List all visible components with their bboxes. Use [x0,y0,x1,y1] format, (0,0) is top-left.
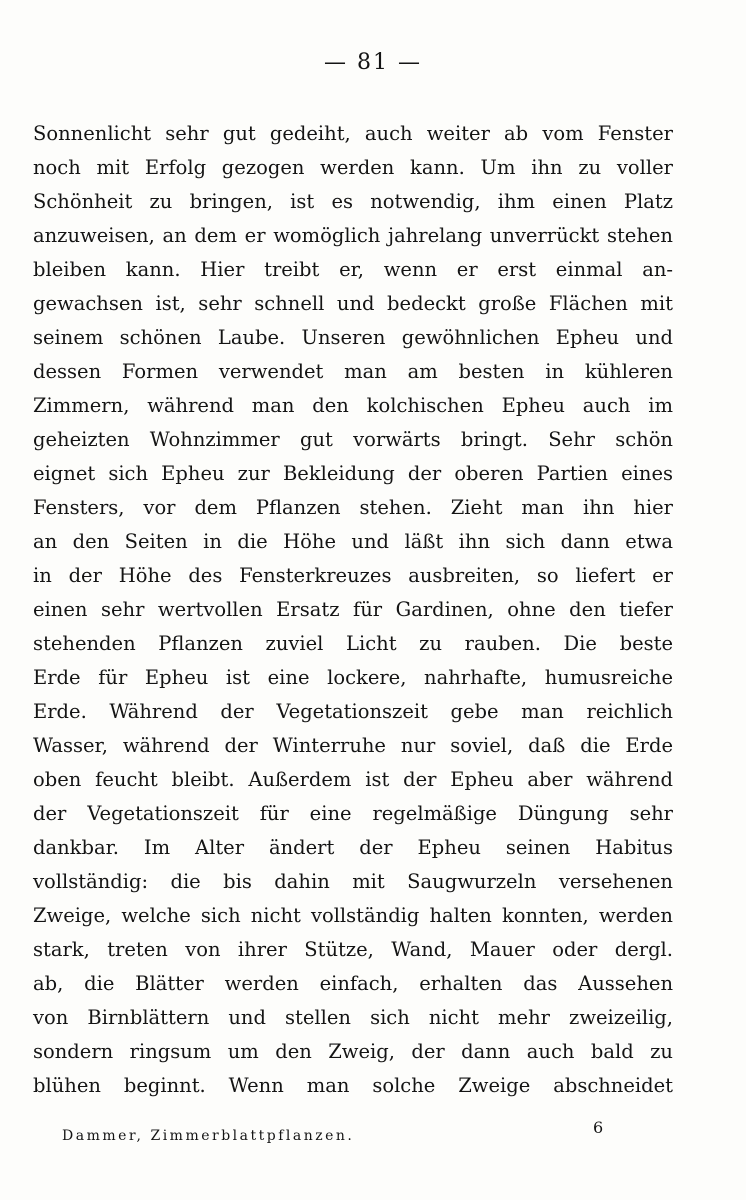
text-line: geheizten Wohnzimmer gut vorwärts bringt. Sehr schön [33,428,673,451]
text-line: anzuweisen, an dem er womöglich jahrelang unverrückt stehen [33,224,673,247]
text-line: sondern ringsum um den Zweig, der dann auch bald zu [33,1040,673,1063]
text-line: Fensters, vor dem Pflanzen stehen. Zieht man ihn hier [33,496,673,519]
body-text [33,117,673,1103]
text-line: gewachsen ist, sehr schnell und bedeckt große Flächen mit [33,292,673,315]
text-line: Wasser, während der Winterruhe nur soviel, daß die Erde [33,734,673,757]
footer-sheet-number: 6 [593,1118,604,1137]
text-line: dessen Formen verwendet man am besten in kühleren [33,360,673,383]
text-line: in der Höhe des Fensterkreuzes ausbreiten, so liefert er [33,564,673,587]
text-line: Zweige, welche sich nicht vollständig halten konnten, werden [33,904,673,927]
page-number: — 81 — [324,50,422,75]
text-line: oben feucht bleibt. Außerdem ist der Epheu aber während [33,768,673,791]
text-line: stehenden Pflanzen zuviel Licht zu rauben. Die beste [33,632,673,655]
text-line: ab, die Blätter werden einfach, erhalten das Aussehen [33,972,673,995]
text-line: bleiben kann. Hier treibt er, wenn er erst einmal an- [33,258,673,281]
text-line: Erde für Epheu ist eine lockere, nahrhafte, humusreiche [33,666,673,689]
text-line: Sonnenlicht sehr gut gedeiht, auch weiter ab vom Fenster [33,122,673,145]
text-line: von Birnblättern und stellen sich nicht mehr zweizeilig, [33,1006,673,1029]
text-line: seinem schönen Laube. Unseren gewöhnlichen Epheu und [33,326,673,349]
text-line: Zimmern, während man den kolchischen Epheu auch im [33,394,673,417]
text-line: dankbar. Im Alter ändert der Epheu seinen Habitus [33,836,673,859]
text-line: einen sehr wertvollen Ersatz für Gardinen, ohne den tiefer [33,598,673,621]
text-line: Schönheit zu bringen, ist es notwendig, ihm einen Platz [33,190,673,213]
text-line: blühen beginnt. Wenn man solche Zweige abschneidet [33,1074,673,1097]
text-line: stark, treten von ihrer Stütze, Wand, Mauer oder dergl. [33,938,673,961]
text-line: der Vegetationszeit für eine regelmäßige Düngung sehr [33,802,673,825]
footer-signature: Dammer, Zimmerblattpflanzen. [62,1128,355,1144]
text-line: an den Seiten in die Höhe und läßt ihn sich dann etwa [33,530,673,553]
text-line: noch mit Erfolg gezogen werden kann. Um ihn zu voller [33,156,673,179]
text-line: Erde. Während der Vegetationszeit gebe man reichlich [33,700,673,723]
text-line: vollständig: die bis dahin mit Saugwurzeln versehenen [33,870,673,893]
text-line: eignet sich Epheu zur Bekleidung der oberen Partien eines [33,462,673,485]
